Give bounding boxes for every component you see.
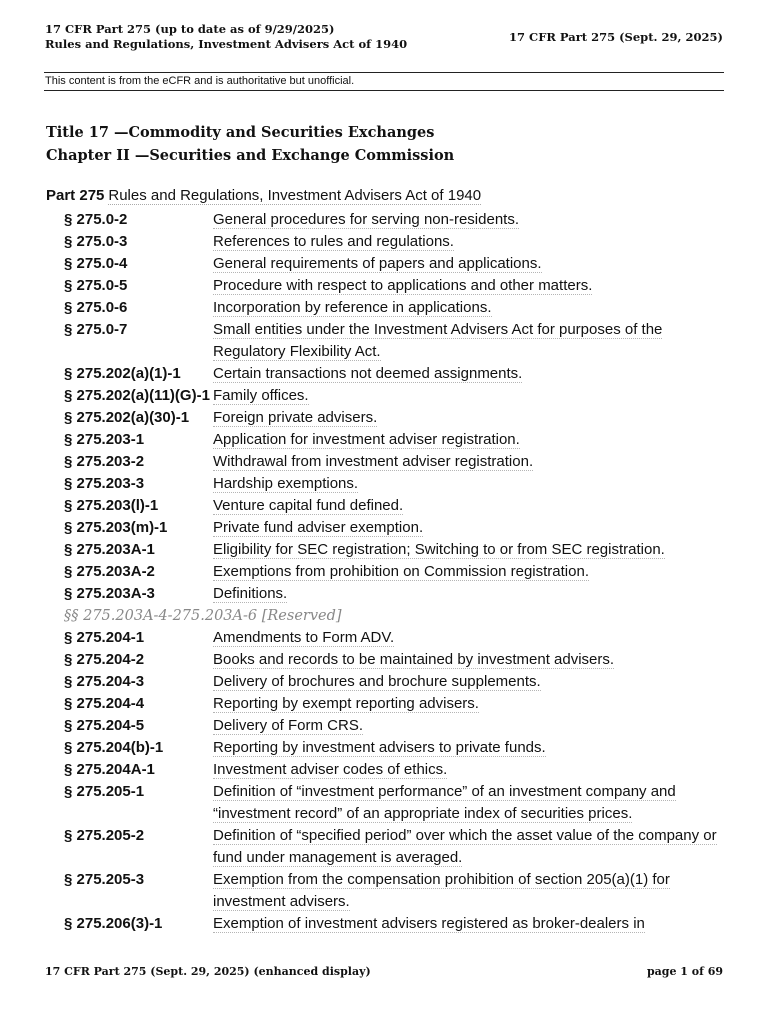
toc-row <box>64 913 734 935</box>
section-number: § 275.205-1 <box>64 783 145 800</box>
section-number: § 275.202(a)(1)-1 <box>64 365 181 382</box>
section-number: § 275.205-2 <box>64 827 145 844</box>
section-number: § 275.203-2 <box>64 453 145 470</box>
section-title <box>213 913 734 935</box>
header-line-2: Rules and Regulations, Investment Advisers Act of 1940 <box>45 37 408 51</box>
toc-row <box>64 825 734 869</box>
toc-row <box>64 649 734 671</box>
section-title-link[interactable]: Exemption of investment advisers registered as broker-dealers in <box>213 915 645 932</box>
section-title <box>213 275 734 297</box>
section-number: § 275.0-3 <box>64 233 128 250</box>
section-title <box>213 869 734 913</box>
section-title-link[interactable]: Incorporation by reference in applications. <box>213 299 492 316</box>
section-title <box>213 385 734 407</box>
toc-row <box>64 473 734 495</box>
section-title <box>213 715 734 737</box>
section-number: § 275.203A-3 <box>64 585 155 602</box>
toc-row <box>64 693 734 715</box>
section-title-link[interactable]: References to rules and regulations. <box>213 233 454 250</box>
section-title-link[interactable]: Foreign private advisers. <box>213 409 378 426</box>
section-number: § 275.204-1 <box>64 629 145 646</box>
section-title <box>213 253 734 275</box>
section-number: § 275.203A-2 <box>64 563 155 580</box>
section-title-link[interactable]: Family offices. <box>213 387 309 404</box>
section-title-link[interactable]: Reporting by investment advisers to private funds. <box>213 739 546 756</box>
toc-row <box>64 671 734 693</box>
section-title <box>213 561 734 583</box>
section-title <box>213 209 734 231</box>
section-title-link[interactable]: General requirements of papers and applications. <box>213 255 542 272</box>
toc-row <box>64 869 734 913</box>
toc-row <box>64 627 734 649</box>
header-line-1: 17 CFR Part 275 (up to date as of 9/29/2025) <box>45 22 335 36</box>
toc-row <box>64 715 734 737</box>
section-number: § 275.202(a)(30)-1 <box>64 409 190 426</box>
section-title-link[interactable]: Certain transactions not deemed assignments. <box>213 365 523 382</box>
toc-row <box>64 737 734 759</box>
header-right: 17 CFR Part 275 (Sept. 29, 2025) <box>509 30 723 44</box>
section-title <box>213 759 734 781</box>
toc-row <box>64 759 734 781</box>
part-heading <box>46 187 481 204</box>
section-number: § 275.204(b)-1 <box>64 739 164 756</box>
section-title-link[interactable]: Books and records to be maintained by investment advisers. <box>213 651 615 668</box>
section-title-link[interactable]: Exemptions from prohibition on Commission registration. <box>213 563 589 580</box>
toc-row <box>64 517 734 539</box>
running-header <box>45 22 407 52</box>
section-number: § 275.203(m)-1 <box>64 519 168 536</box>
section-number: § 275.0-2 <box>64 211 128 228</box>
section-title <box>213 781 734 825</box>
toc-row <box>64 297 734 319</box>
toc-row <box>64 561 734 583</box>
section-number: § 275.204-5 <box>64 717 145 734</box>
section-title-link[interactable]: Delivery of Form CRS. <box>213 717 364 734</box>
toc-row <box>64 429 734 451</box>
section-title <box>213 297 734 319</box>
toc-row <box>64 781 734 825</box>
section-title <box>213 737 734 759</box>
toc-row <box>64 385 734 407</box>
part-label: Part 275 <box>46 187 105 204</box>
section-title-link[interactable]: Withdrawal from investment adviser registration. <box>213 453 534 470</box>
title-heading: Title 17 —Commodity and Securities Exchanges <box>46 124 435 141</box>
part-title-link[interactable]: Rules and Regulations, Investment Advisers Act of 1940 <box>108 187 482 204</box>
section-title <box>213 671 734 693</box>
toc-row <box>64 275 734 297</box>
section-title <box>213 693 734 715</box>
section-number: § 275.206(3)-1 <box>64 915 163 932</box>
section-title-link[interactable]: Investment adviser codes of ethics. <box>213 761 448 778</box>
section-title <box>213 429 734 451</box>
section-title-link[interactable]: Definition of “specified period” over which the asset value of the company or fund under management is averaged. <box>213 827 717 866</box>
section-title-link[interactable]: Definition of “investment performance” of an investment company and “investment record” of an appropriate index of securities prices. <box>213 783 676 822</box>
section-title-link[interactable]: Delivery of brochures and brochure supplements. <box>213 673 541 690</box>
reserved-sections-note: §§ 275.203A-4-275.203A-6 [Reserved] <box>64 608 342 624</box>
section-number: § 275.0-7 <box>64 321 128 338</box>
section-title-link[interactable]: Small entities under the Investment Advisers Act for purposes of the Regulatory Flexibility Act. <box>213 321 663 360</box>
footer-left: 17 CFR Part 275 (Sept. 29, 2025) (enhanced display) <box>45 965 371 978</box>
section-title-link[interactable]: Procedure with respect to applications and other matters. <box>213 277 593 294</box>
section-title-link[interactable]: Exemption from the compensation prohibition of section 205(a)(1) for investment advisers. <box>213 871 670 910</box>
section-number: § 275.204A-1 <box>64 761 155 778</box>
section-table-of-contents <box>64 209 734 935</box>
chapter-heading: Chapter II —Securities and Exchange Commission <box>46 147 455 164</box>
section-title <box>213 451 734 473</box>
section-title <box>213 319 734 363</box>
toc-row <box>64 539 734 561</box>
section-title-link[interactable]: Definitions. <box>213 585 288 602</box>
toc-row <box>64 253 734 275</box>
section-title <box>213 231 734 253</box>
section-title-link[interactable]: Private fund adviser exemption. <box>213 519 424 536</box>
toc-row <box>64 495 734 517</box>
section-title <box>213 825 734 869</box>
section-number: § 275.203-3 <box>64 475 145 492</box>
authority-notice: This content is from the eCFR and is authoritative but unofficial. <box>44 72 724 91</box>
section-number: § 275.202(a)(11)(G)-1 <box>64 387 210 404</box>
toc-row <box>64 319 734 363</box>
section-number: § 275.0-6 <box>64 299 128 316</box>
section-title <box>213 649 734 671</box>
section-title <box>213 627 734 649</box>
toc-row <box>64 407 734 429</box>
toc-row <box>64 363 734 385</box>
section-title <box>213 517 734 539</box>
toc-row <box>64 451 734 473</box>
section-number: § 275.204-2 <box>64 651 145 668</box>
section-title-link[interactable]: Reporting by exempt reporting advisers. <box>213 695 479 712</box>
section-title <box>213 583 734 605</box>
section-title-link[interactable]: Eligibility for SEC registration; Switching to or from SEC registration. <box>213 541 665 558</box>
section-title-link[interactable]: Application for investment adviser registration. <box>213 431 520 448</box>
toc-row <box>64 583 734 605</box>
section-title <box>213 495 734 517</box>
section-number: § 275.203A-1 <box>64 541 155 558</box>
toc-row <box>64 209 734 231</box>
section-title-link[interactable]: Venture capital fund defined. <box>213 497 404 514</box>
section-number: § 275.0-4 <box>64 255 128 272</box>
section-title <box>213 473 734 495</box>
section-title <box>213 407 734 429</box>
page-number: page 1 of 69 <box>646 965 723 978</box>
section-title <box>213 539 734 561</box>
section-number: § 275.204-4 <box>64 695 145 712</box>
section-title-link[interactable]: Amendments to Form ADV. <box>213 629 395 646</box>
section-title-link[interactable]: General procedures for serving non-residents. <box>213 211 519 228</box>
section-number: § 275.203(l)-1 <box>64 497 159 514</box>
section-number: § 275.205-3 <box>64 871 145 888</box>
toc-row <box>64 231 734 253</box>
section-number: § 275.0-5 <box>64 277 128 294</box>
section-title <box>213 363 734 385</box>
section-number: § 275.203-1 <box>64 431 145 448</box>
section-number: § 275.204-3 <box>64 673 145 690</box>
section-title-link[interactable]: Hardship exemptions. <box>213 475 359 492</box>
